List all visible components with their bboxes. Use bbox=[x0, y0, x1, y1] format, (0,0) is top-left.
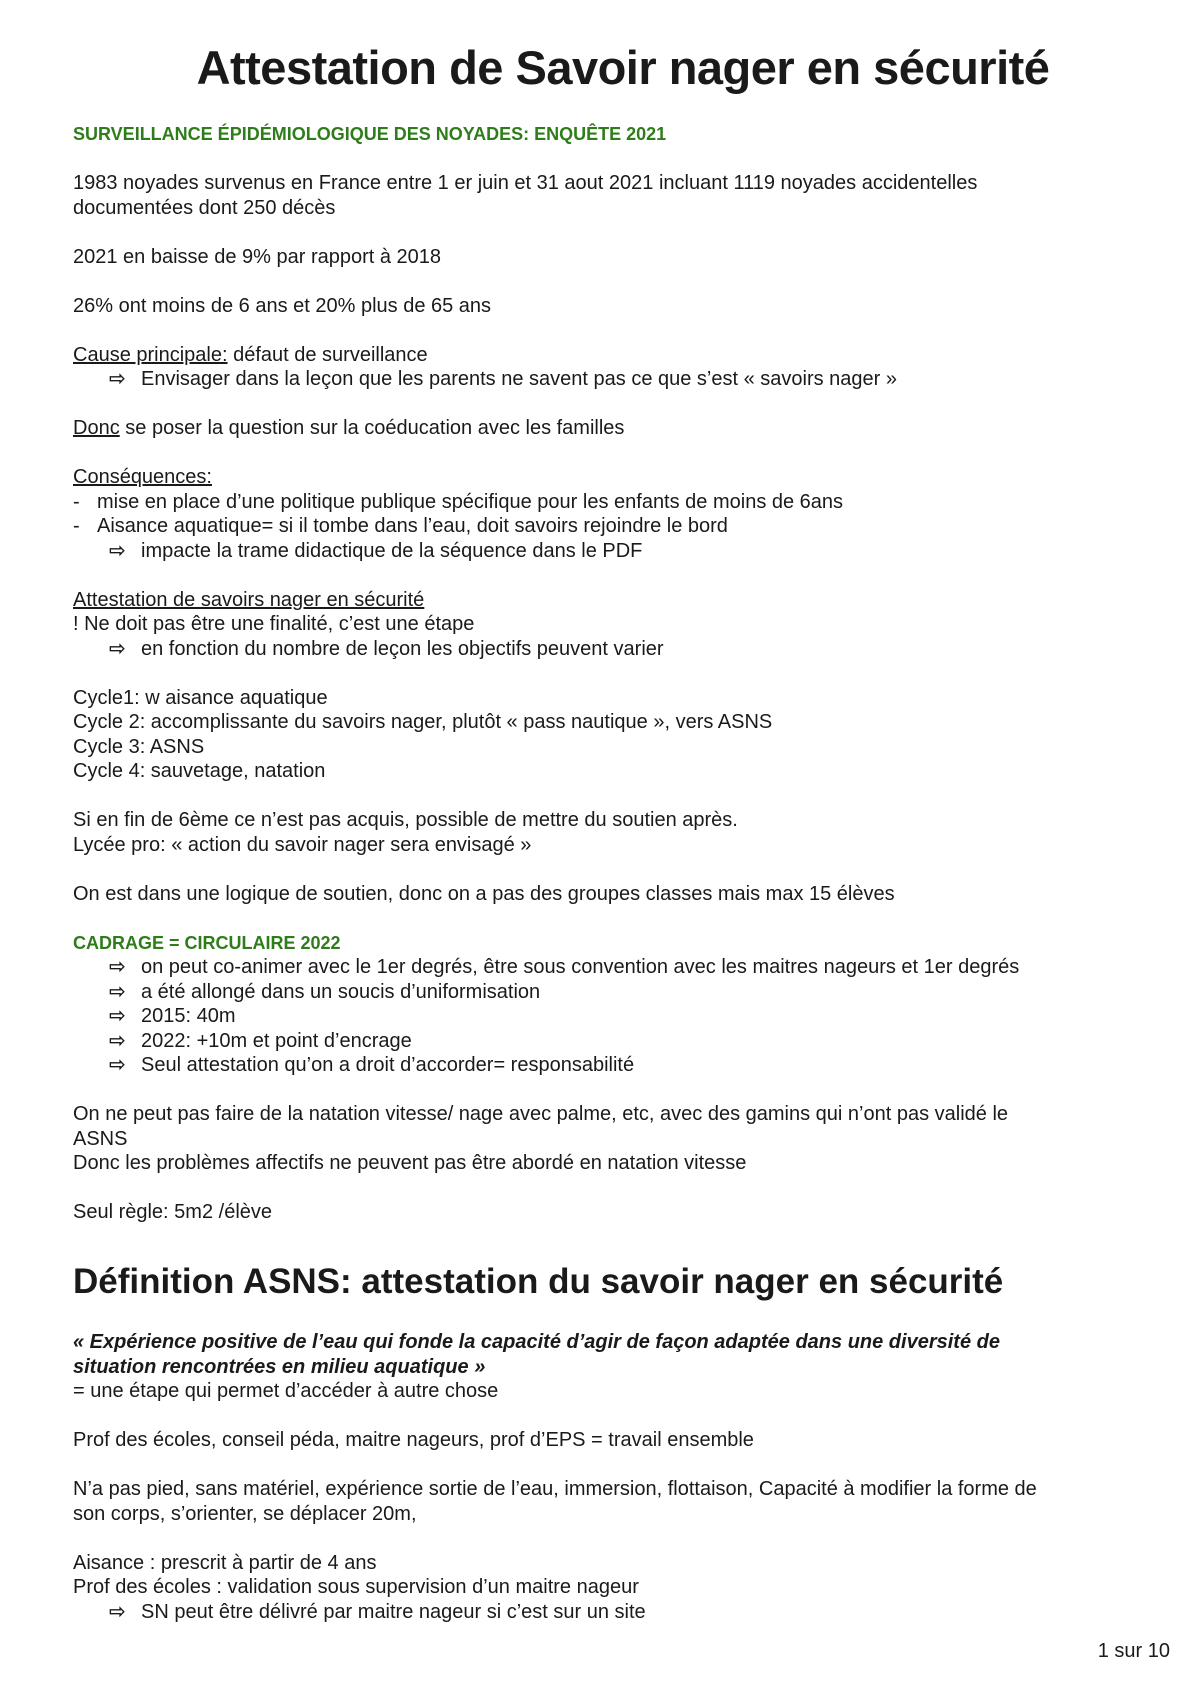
etape-line: = une étape qui permet d’accéder à autre chose bbox=[73, 1380, 499, 1402]
arrow-icon: ⇨ bbox=[109, 956, 126, 978]
arrow-icon: ⇨ bbox=[109, 1029, 126, 1052]
cycle-4: Cycle 4: sauvetage, natation bbox=[73, 760, 326, 782]
sn-bullet-text: SN peut être délivré par maitre nageur si c’est sur un site bbox=[141, 1600, 646, 1623]
consequence-item-text: mise en place d’une politique publique spécifique pour les enfants de moins de 6ans bbox=[97, 490, 844, 513]
cycle-2: Cycle 2: accomplissante du savoirs nager, plutôt « pass nautique », vers ASNS bbox=[73, 711, 773, 733]
prof-line: Prof des écoles, conseil péda, maitre nageurs, prof d’EPS = travail ensemble bbox=[73, 1429, 754, 1451]
attestation-note: ! Ne doit pas être une finalité, c’est une étape bbox=[73, 613, 475, 635]
arrow-icon: ⇨ bbox=[109, 368, 126, 390]
quote-line1: « Expérience positive de l’eau qui fonde la capacité d’agir de façon adaptée dans une diversité de bbox=[73, 1331, 1000, 1353]
arrow-icon: ⇨ bbox=[109, 637, 126, 660]
section-heading-cadrage: CADRAGE = CIRCULAIRE 2022 bbox=[73, 932, 341, 953]
lycee-pro: Lycée pro: « action du savoir nager sera envisagé » bbox=[73, 833, 532, 856]
donc-text: se poser la question sur la coéducation avec les familles bbox=[119, 417, 625, 439]
regle-line: Seul règle: 5m2 /élève bbox=[73, 1201, 273, 1223]
cadrage-bullet bbox=[73, 1029, 1173, 1054]
attestation-label: Attestation de savoirs nager en sécurité bbox=[73, 588, 425, 611]
cycle-3: Cycle 3: ASNS bbox=[73, 735, 205, 758]
cadrage-bullet-text: on peut co-animer avec le 1er degrés, être sous convention avec les maitres nageurs et 1er degrés bbox=[141, 956, 1020, 978]
cause-bullet bbox=[73, 367, 1173, 392]
dash-icon: - bbox=[73, 490, 80, 513]
consequence-item bbox=[73, 514, 1173, 539]
consequence-item bbox=[73, 490, 1173, 515]
section-definition bbox=[73, 1330, 1173, 1624]
consequence-bullet-text: impacte la trame didactique de la séquence dans le PDF bbox=[141, 539, 643, 562]
consequences-label: Conséquences: bbox=[73, 466, 212, 488]
consequence-bullet bbox=[73, 539, 1173, 564]
vitesse-line1: On ne peut pas faire de la natation vitesse/ nage avec palme, etc, avec des gamins qui n’ont pas validé le bbox=[73, 1103, 1009, 1125]
sn-bullet bbox=[73, 1600, 1173, 1625]
cause-label: Cause principale: bbox=[73, 343, 228, 366]
cadrage-bullet bbox=[73, 955, 1173, 980]
paragraph-noyades-line1: 1983 noyades survenus en France entre 1 er juin et 31 aout 2021 incluant 1119 noyades accidentelles bbox=[73, 172, 978, 194]
cadrage-bullet bbox=[73, 1053, 1173, 1078]
cause-line bbox=[73, 343, 1173, 368]
fin-sixieme: Si en fin de 6ème ce n’est pas acquis, possible de mettre du soutien après. bbox=[73, 809, 738, 831]
attestation-bullet-text: en fonction du nombre de leçon les objectifs peuvent varier bbox=[141, 637, 664, 660]
soutien-paragraph: On est dans une logique de soutien, donc on a pas des groupes classes mais max 15 élèves bbox=[73, 882, 895, 905]
donc-line bbox=[73, 416, 1173, 441]
donc-label: Donc bbox=[73, 417, 120, 439]
cadrage-bullet-text: Seul attestation qu’on a droit d’accorder= responsabilité bbox=[141, 1054, 635, 1076]
section-surveillance bbox=[73, 122, 1173, 1225]
quote-line2: situation rencontrées en milieu aquatique » bbox=[73, 1355, 486, 1378]
arrow-icon: ⇨ bbox=[109, 1600, 126, 1623]
attestation-bullet bbox=[73, 637, 1173, 662]
page-title: Attestation de Savoir nager en sécurité bbox=[196, 41, 1050, 94]
cause-bullet-text: Envisager dans la leçon que les parents ne savent pas ce que s’est « savoirs nager » bbox=[141, 368, 898, 390]
consequence-item-text: Aisance aquatique= si il tombe dans l’eau, doit savoirs rejoindre le bord bbox=[97, 515, 728, 537]
paragraph-ages: 26% ont moins de 6 ans et 20% plus de 65 ans bbox=[73, 294, 492, 317]
arrow-icon: ⇨ bbox=[109, 539, 126, 562]
aisance-line: Aisance : prescrit à partir de 4 ans bbox=[73, 1551, 377, 1574]
paragraph-baisse: 2021 en baisse de 9% par rapport à 2018 bbox=[73, 245, 442, 268]
pied-line1: N’a pas pied, sans matériel, expérience sortie de l’eau, immersion, flottaison, Capacité à modifier la forme de bbox=[73, 1478, 1037, 1500]
arrow-icon: ⇨ bbox=[109, 1054, 126, 1076]
page-number: 1 sur 10 bbox=[1097, 1640, 1170, 1662]
cadrage-bullet-text: 2022: +10m et point d’encrage bbox=[141, 1029, 412, 1052]
vitesse-line3: Donc les problèmes affectifs ne peuvent pas être abordé en natation vitesse bbox=[73, 1152, 747, 1174]
section-heading-definition: Définition ASNS: attestation du savoir nager en sécurité bbox=[73, 1262, 1004, 1301]
cadrage-bullet bbox=[73, 980, 1173, 1005]
cadrage-bullet bbox=[73, 1004, 1173, 1029]
paragraph-noyades-line2: documentées dont 250 décès bbox=[73, 196, 336, 219]
pied-line2: son corps, s’orienter, se déplacer 20m, bbox=[73, 1502, 417, 1525]
cadrage-bullet-text: a été allongé dans un soucis d’uniformisation bbox=[141, 980, 541, 1003]
vitesse-line2: ASNS bbox=[73, 1127, 128, 1150]
section-heading-surveillance: SURVEILLANCE ÉPIDÉMIOLOGIQUE DES NOYADES: ENQUÊTE 2021 bbox=[73, 124, 667, 144]
cause-text: défaut de surveillance bbox=[227, 343, 428, 366]
dash-icon: - bbox=[73, 515, 80, 537]
arrow-icon: ⇨ bbox=[109, 980, 126, 1003]
cycle-1: Cycle1: w aisance aquatique bbox=[73, 686, 328, 709]
cadrage-bullet-text: 2015: 40m bbox=[141, 1005, 236, 1027]
validation-line: Prof des écoles : validation sous supervision d’un maitre nageur bbox=[73, 1576, 639, 1598]
arrow-icon: ⇨ bbox=[109, 1005, 126, 1027]
